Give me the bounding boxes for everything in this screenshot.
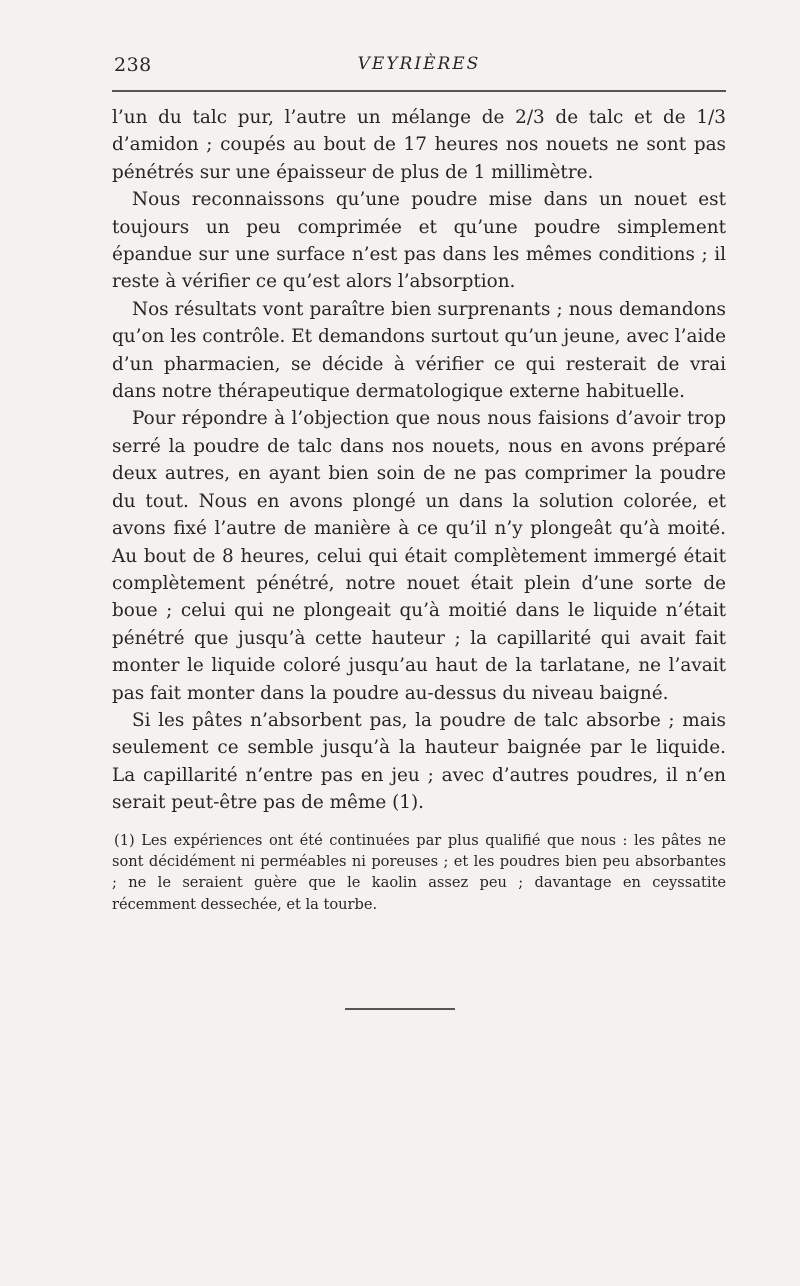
page-header — [112, 54, 726, 84]
paragraph: l’un du talc pur, l’autre un mélange de 2/3 de talc et de 1/3 d’amidon ; coupés au bout de 17 heures nos nouets ne sont pas pénétrés sur une épaisseur de plus de 1 millimètre. — [112, 107, 726, 183]
running-title: VEYRIÈRES — [357, 54, 481, 74]
page-number: 238 — [114, 54, 152, 76]
paragraph: Nous reconnaissons qu’une poudre mise dans un nouet est toujours un peu comprimée et qu’une poudre simplement épandue sur une surface n’est pas dans les mêmes conditions ; il reste à vérifier ce qu’est alors l’absorption. — [112, 189, 726, 293]
end-rule — [345, 1008, 455, 1010]
paragraph: Nos résultats vont paraître bien surprenants ; nous demandons qu’on les contrôle. Et demandons surtout qu’un jeune, avec l’aide d’un pharmacien, se décide à vérifier ce qui resterait de vrai dans notre thérapeutique dermatologique externe habituelle. — [112, 298, 726, 403]
header-rule — [112, 90, 726, 92]
footnote-text: (1) Les expériences ont été continuées par plus qualifié que nous : les pâtes ne sont décidément ni perméables ni poreuses ; et les poudres bien peu absorbantes ; ne le seraient guère que le kaolin assez peu ; davantage en ceyssatite récemment dessechée, et la tourbe. — [112, 832, 726, 913]
body-text — [112, 104, 726, 817]
paragraph: Si les pâtes n’absorbent pas, la poudre de talc absorbe ; mais seulement ce semble jusqu’à la hauteur baignée par le liquide. La capillarité n’entre pas en jeu ; avec d’autres poudres, il n’en serait peut-être pas de même (1). — [112, 709, 726, 814]
paragraph: Pour répondre à l’objection que nous nous faisions d’avoir trop serré la poudre de talc dans nos nouets, nous en avons préparé deux autres, en ayant bien soin de ne pas comprimer la poudre du tout. Nous en avons plongé un dans la solution colorée, et avons fixé l’autre de manière à ce qu’il n’y plongeât qu’à moité. Au bout de 8 heures, celui qui était complètement immergé était complètement pénétré, notre nouet était plein d’une sorte de boue ; celui qui ne plongeait qu’à moitié dans le liquide n’était pénétré que jusqu’à cette hauteur ; la capillarité qui avait fait monter le liquide coloré jusqu’au haut de la tarlatane, ne l’avait pas fait monter dans la poudre au-dessus du niveau baigné. — [112, 408, 726, 704]
footnote — [112, 830, 726, 915]
